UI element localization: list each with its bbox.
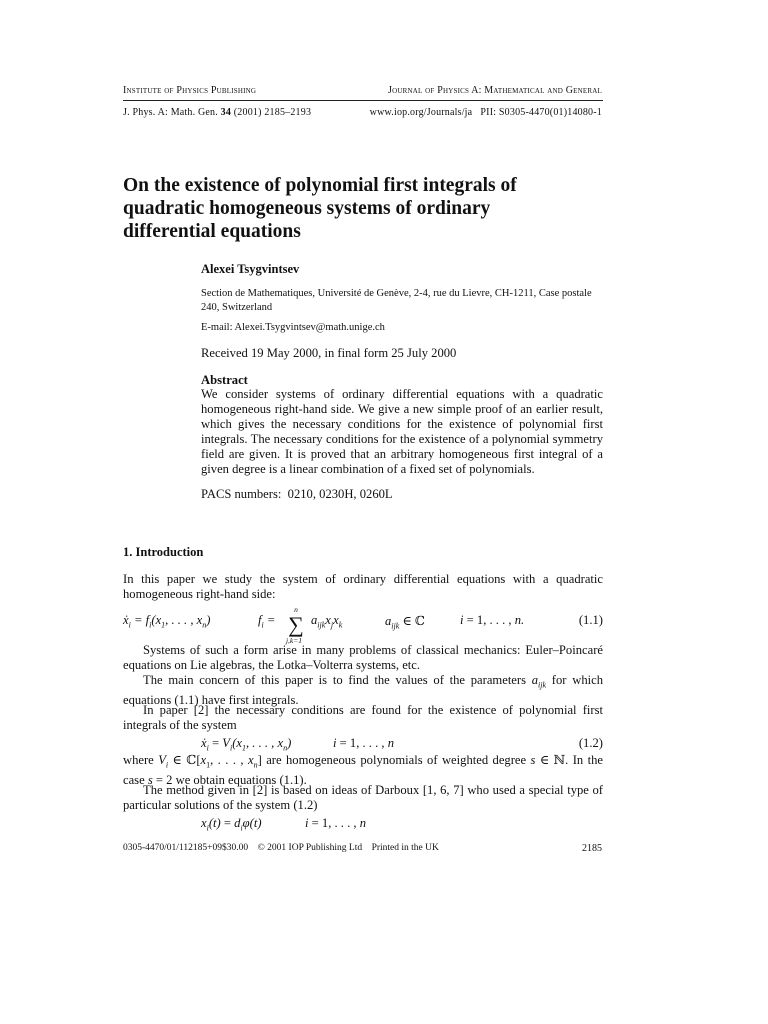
abstract-text: We consider systems of ordinary differential equations with a quadratic homogeneous right-hand side. We give a new simple proof of an earlier result, which gives the necessary conditions for the existence of polynomial first integrals. The necessary conditions for the existence of a polynomial symmetry field are given. It is proved that an arbitrary homogeneous first integral of a given degree is a linear combination of a fixed set of polynomials.: [201, 387, 603, 476]
publisher-name: Institute of Physics Publishing: [123, 85, 257, 96]
paragraph: where $V_i$ ∈ $ℂ[x_1$, . . . , $x_n$] are homogeneous polynomials of weighted degree s ∈ ℕ. In the case s = 2 we obtain equations (1.1).: [123, 753, 603, 787]
paragraph-text: . In the case: [123, 753, 603, 787]
equation-1-1-lhs: $ẋ_i = f_i(x_1$, . . . , $x_n$): [123, 613, 211, 630]
equation-number: (1.1): [578, 613, 603, 627]
journal-name: Journal of Physics A: Mathematical and General: [388, 85, 602, 96]
summation-symbol: n ∑ j,k=1: [285, 605, 304, 645]
equation-1-1-index: i = 1, . . . , n.: [460, 613, 525, 627]
received-dates: Received 19 May 2000, in final form 25 July 2000: [201, 346, 457, 360]
paragraph-text: The main concern of this paper is to find the values of the parameters: [143, 673, 526, 687]
citation-volume: 34: [220, 107, 232, 118]
author-affiliation: Section de Mathematiques, Université de Genève, 2-4, rue du Lievre, CH-1211, Case postale 240, Switzerland: [201, 288, 592, 313]
equation-1-1-f: $f_i$ =: [258, 613, 276, 630]
author-name: Alexei Tsygvintsev: [201, 262, 300, 276]
paragraph: In paper [2] the necessary conditions are found for the existence of polynomial first integrals of the system: [123, 703, 603, 732]
paragraph: The method given in [2] is based on ideas of Darboux [1, 6, 7] who used a special type of particular solutions of the system (1.2): [123, 783, 603, 812]
paragraph-text: where: [123, 753, 154, 767]
equation-1-1-domain: $a_{ijk}$ ∈ ℂ: [385, 614, 425, 631]
equation-particular-solution: $x_i(t) = d_i\varphi(t)$: [201, 816, 262, 833]
section-heading: 1. Introduction: [123, 545, 204, 559]
intro-paragraph: In this paper we study the system of ordinary differential equations with a quadratic homogeneous right-hand side:: [123, 572, 603, 601]
header-rule: [123, 100, 603, 101]
equation-1-2: $ẋ_i = V_i(x_1$, . . . , $x_n$): [201, 736, 292, 753]
paragraph-text: we obtain equations (1.1).: [175, 772, 307, 787]
paper-title: [123, 174, 603, 243]
citation: [123, 107, 311, 118]
paragraph-text: for which equations (1.1) have first integrals.: [123, 673, 603, 707]
url-pii[interactable]: www.iop.org/Journals/ja PII: S0305-4470(01)14080-1: [369, 107, 602, 118]
author-email[interactable]: E-mail: Alexei.Tsygvintsev@math.unige.ch: [201, 322, 385, 333]
page-number: 2185: [582, 843, 602, 854]
pacs-numbers: PACS numbers: 0210, 0230H, 0260L: [201, 487, 393, 501]
citation-pages: (2001) 2185–2193: [233, 107, 312, 118]
equation-number: (1.2): [578, 736, 603, 750]
footer-copyright: 0305-4470/01/112185+09$30.00 © 2001 IOP Publishing Ltd Printed in the UK: [123, 843, 439, 853]
equation-1-2-index: i = 1, . . . , n: [333, 736, 394, 750]
abstract-heading: Abstract: [201, 373, 248, 387]
title-line: quadratic homogeneous systems of ordinary: [123, 198, 491, 219]
equation-1-1-rhs: $a_{ijk}x_jx_k$: [311, 613, 343, 630]
paragraph-text: are homogeneous polynomials of weighted degree: [266, 753, 527, 767]
paragraph: Systems of such a form arise in many problems of classical mechanics: Euler–Poincaré equations on Lie algebras, the Lotka–Volterra systems, etc.: [123, 643, 603, 672]
title-line: On the existence of polynomial first integrals of: [123, 175, 517, 196]
paragraph: The main concern of this paper is to find the values of the parameters $a_{ijk}$ for which equations (1.1) have first integrals.: [123, 673, 603, 707]
title-line: differential equations: [123, 221, 301, 242]
citation-journal: J. Phys. A: Math. Gen.: [123, 107, 218, 118]
equation-particular-index: i = 1, . . . , n: [305, 816, 366, 830]
